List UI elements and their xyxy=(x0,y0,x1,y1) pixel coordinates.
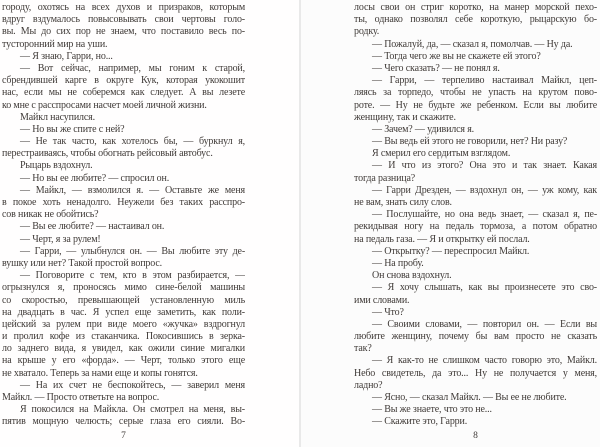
page-number-right: 8 xyxy=(473,431,478,441)
text-line: — Гарри Дрезден, — вздохнул он, — уж кому, как xyxy=(372,184,597,196)
text-line: вушку или нет? Такой простой вопрос. xyxy=(2,257,163,269)
text-line: сов никак не обойтись? xyxy=(2,209,99,221)
text-line: — Вот сейчас, например, мы гоним к старой, xyxy=(20,62,245,74)
text-line: — Ясно, — сказал Майкл. — Вы ее не любите. xyxy=(372,392,567,403)
text-line: — Я хочу слышать, как вы произнесете это сво- xyxy=(372,282,597,294)
text-line: — Но вы же спите с ней? xyxy=(20,123,125,135)
text-line: ляясь за торпедо, чтобы не упасть на крутом пово- xyxy=(354,87,597,99)
text-line: ты, однако позволял себе короткую, рыцарскую бо- xyxy=(354,14,597,26)
text-line: и пролил кофе из стаканчика. Покосившись в зерка- xyxy=(2,331,245,343)
text-line: не вам, знать силу слов. xyxy=(354,197,452,208)
text-line: Он снова вздохнул. xyxy=(372,270,452,282)
text-line: ими словами. xyxy=(354,294,410,306)
text-line: пятив мощную челюсть; серые глаза его сияли. Во- xyxy=(2,416,245,428)
text-line: — Вы же знаете, что это не... xyxy=(372,404,492,416)
text-line: — Что? xyxy=(372,306,404,318)
text-line: — Я как-то не слишком часто говорю это, Майкл. xyxy=(372,355,597,367)
text-line: Майкл. — Просто ответьте на вопрос. xyxy=(2,392,160,403)
text-line: рекидывая ногу на педаль тормоза, а потом обратно xyxy=(354,221,597,233)
text-line: — Скажите это, Гарри. xyxy=(372,416,468,428)
text-line: — Чего сказать? — не понял я. xyxy=(372,62,500,74)
text-line: — Я знаю, Гарри, но... xyxy=(20,50,113,62)
page-number-left: 7 xyxy=(121,431,126,441)
text-line: Майкл насупился. xyxy=(20,111,95,123)
text-line: родку. xyxy=(354,26,380,38)
text-line: в покое хоть ненадолго. Неужели без таких расспро- xyxy=(2,197,245,208)
text-line: лосы свои он стриг коротко, на манер морской пехо- xyxy=(354,2,597,13)
text-line: ладно? xyxy=(354,379,383,391)
text-line: тусторонний мир на уши. xyxy=(2,38,108,50)
text-line: женщину, так и скажите. xyxy=(354,111,456,123)
text-line: — И что из этого? Она это и так знает. Какая xyxy=(372,160,597,172)
text-line: — Пожалуй, да, — сказал я, помолчав. — Ну да. xyxy=(372,38,573,50)
text-line: цейский за рулем при виде моего «жучка» вздрогнул xyxy=(2,318,245,330)
text-line: со скоростью, превышающей установленную миль xyxy=(2,294,245,306)
page-left xyxy=(0,0,299,447)
text-line: на педаль газа. — Я и открытку ей послал. xyxy=(354,233,530,245)
text-line: — На их счет не беспокойтесь, — заверил меня xyxy=(20,379,245,391)
text-line: на двадцать в час. Я успел еще заметить, как поли- xyxy=(2,306,245,318)
text-line: ло заднего вида, я увидел, как ожили синие мигалки xyxy=(2,343,245,355)
text-line: не хватало. Теперь за нами еще и копы гонятся. xyxy=(2,367,198,379)
text-line: сбрендившей карге в округе Кук, которая укокошит xyxy=(2,75,245,87)
text-line: — Послушайте, но она ведь знает, — сказал я, пе- xyxy=(372,209,597,221)
text-line: — Гарри, — улыбнулся он. — Вы любите эту де- xyxy=(20,245,245,257)
text-line: вы. Мы до сих пор не знаем, что поставило весь по- xyxy=(2,26,245,38)
text-line: — Тогда чего же вы не скажете ей этого? xyxy=(372,50,541,62)
text-line: Рыцарь вздохнул. xyxy=(20,160,93,172)
text-line: роте. — Ну не будьте же ребенком. Если вы любите xyxy=(354,99,597,111)
page-right-text-block xyxy=(354,2,597,429)
text-line: ко мне с расспросами насчет моей личной жизни. xyxy=(2,99,207,111)
text-line: — Черт, я за рулем! xyxy=(20,233,101,245)
text-line: — Вы ведь ей этого не говорили, нет? Ни разу? xyxy=(372,136,568,148)
text-line: — Поговорите с тем, кто в этом разбирается, — xyxy=(20,270,245,282)
text-line: — Не так часто, как хотелось бы, — буркнул я, xyxy=(20,136,245,148)
text-line: — На пробу. xyxy=(372,257,424,269)
text-line: огрызнулся я, проносясь мимо сине-белой машины xyxy=(2,282,245,294)
text-line: Я смерил его сердитым взглядом. xyxy=(372,148,511,160)
page-left-text-block xyxy=(2,2,245,429)
text-line: — Гарри, — терпеливо настаивал Майкл, цеп- xyxy=(372,75,597,87)
text-line: — Майкл, — взмолился я. — Оставьте же меня xyxy=(20,184,245,196)
text-line: перестраиваясь, чтобы обогнать рейсовый автобус. xyxy=(2,148,213,160)
text-line: так? xyxy=(354,343,372,355)
text-line: тогда разница? xyxy=(354,172,416,184)
text-line: — Но вы ее любите? — спросил он. xyxy=(20,172,170,184)
text-line: городу, охотясь на всех духов и призраков, которым xyxy=(2,2,245,13)
page-right xyxy=(301,0,600,447)
text-line: Небо свидетель, да это... Ну не получается у меня, xyxy=(354,367,597,379)
text-line: любите женщину, почему бы вам просто не сказать xyxy=(354,331,597,343)
text-line: Я покосился на Майкла. Он смотрел на меня, вы- xyxy=(20,404,245,416)
text-line: вдруг вздумалось повысовывать свои чертовы голо- xyxy=(2,14,245,26)
text-line: нас, если мы не соберемся как следует. А вы лезете xyxy=(2,87,245,99)
text-line: на крыше у его «форда». — Черт, только этого еще xyxy=(2,355,245,367)
text-line: — Своими словами, — повторил он. — Если вы xyxy=(372,318,597,330)
text-line: — Открытку? — переспросил Майкл. xyxy=(372,245,530,257)
text-line: — Зачем? — удивился я. xyxy=(372,123,474,135)
text-line: — Вы ее любите? — настаивал он. xyxy=(20,221,165,233)
